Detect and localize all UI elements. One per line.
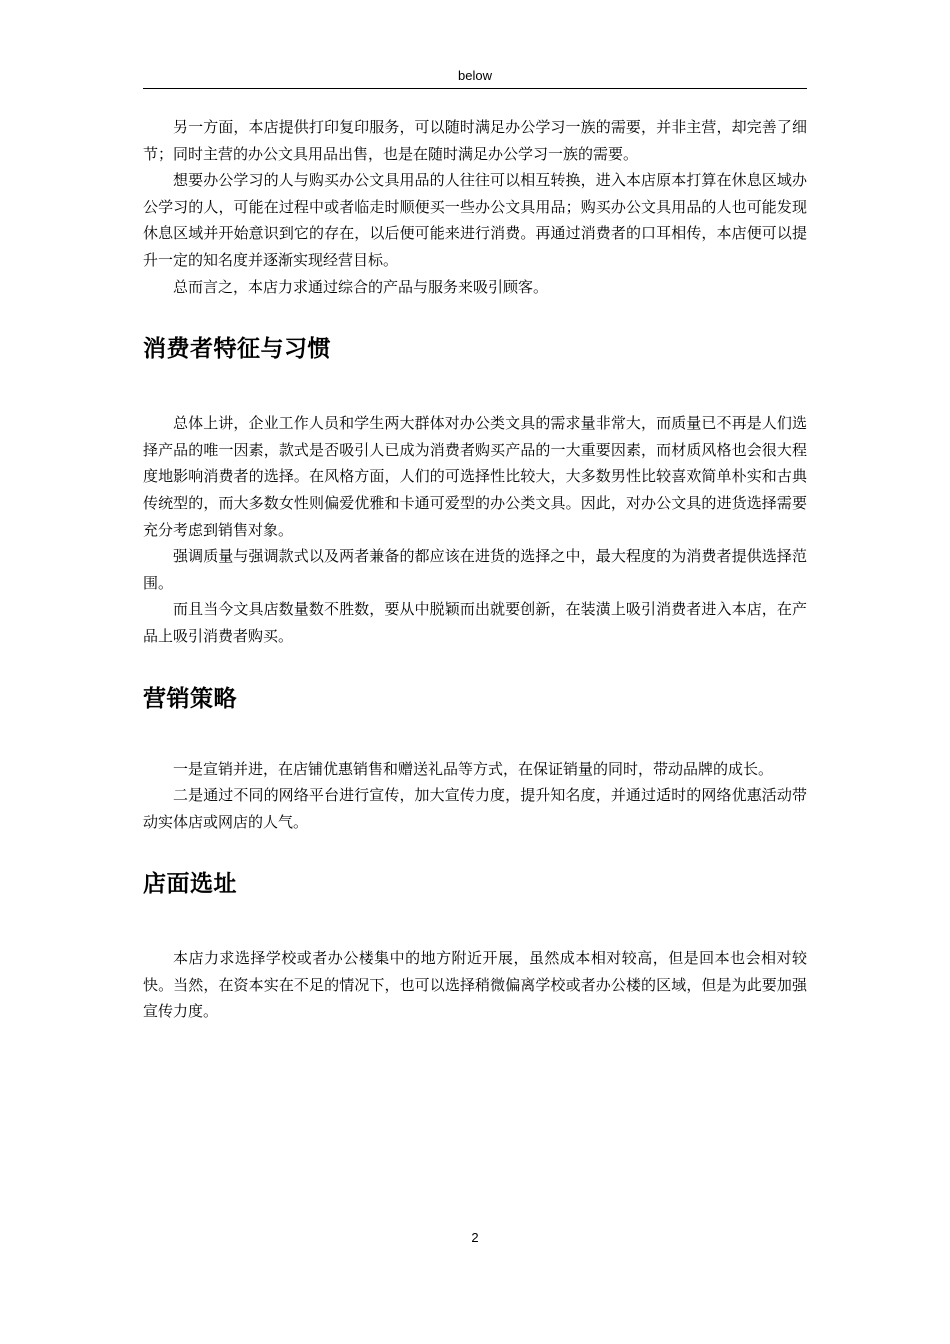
paragraph: 强调质量与强调款式以及两者兼备的都应该在进货的选择之中，最大程度的为消费者提供选择范围。 — [143, 547, 807, 592]
paragraph: 总而言之，本店力求通过综合的产品与服务来吸引顾客。 — [173, 277, 549, 296]
section-heading: 消费者特征与习惯 — [143, 336, 331, 363]
section-heading: 店面选址 — [143, 871, 237, 898]
paragraph: 另一方面，本店提供打印复印服务，可以随时满足办公学习一族的需要，并非主营，却完善了细节；同时主营的办公文具用品出售，也是在随时满足办公学习一族的需要。 — [143, 118, 807, 163]
page-header: below — [458, 68, 492, 83]
header-divider — [143, 88, 807, 89]
paragraph: 总体上讲，企业工作人员和学生两大群体对办公类文具的需求量非常大，而质量已不再是人们选择产品的唯一因素，款式是否吸引人已成为消费者购买产品的一大重要因素，而材质风格也会很大程度地影响消费者的选择。在风格方面，人们的可选择性比较大，大多数男性比较喜欢简单朴实和古典传统型的，而大多数女性则偏爱优雅和卡通可爱型的办公类文具。因此，对办公文具的进货选择需要充分考虑到销售对象。 — [143, 414, 807, 539]
paragraph: 一是宣销并进，在店铺优惠销售和赠送礼品等方式，在保证销量的同时，带动品牌的成长。 — [173, 759, 774, 778]
paragraph: 想要办公学习的人与购买办公文具用品的人往往可以相互转换，进入本店原本打算在休息区域办公学习的人，可能在过程中或者临走时顺便买一些办公文具用品；购买办公文具用品的人也可能发现休息区域并开始意识到它的存在，以后便可能来进行消费。再通过消费者的口耳相传，本店便可以提升一定的知名度并逐渐实现经营目标。 — [143, 171, 807, 269]
section-intro — [143, 114, 807, 300]
section-location — [143, 869, 807, 1025]
paragraph: 二是通过不同的网络平台进行宣传，加大宣传力度，提升知名度，并通过适时的网络优惠活动带动实体店或网店的人气。 — [143, 786, 807, 831]
section-marketing — [143, 684, 807, 836]
paragraph: 而且当今文具店数量数不胜数，要从中脱颖而出就要创新，在装潢上吸引消费者进入本店，在产品上吸引消费者购买。 — [143, 600, 807, 645]
section-heading: 营销策略 — [143, 685, 237, 712]
paragraph: 本店力求选择学校或者办公楼集中的地方附近开展，虽然成本相对较高，但是回本也会相对较快。当然，在资本实在不足的情况下，也可以选择稍微偏离学校或者办公楼的区域，但是为此要加强宣传力度。 — [143, 949, 807, 1021]
page-number: 2 — [471, 1230, 479, 1245]
section-consumers — [143, 334, 807, 649]
page-content — [143, 114, 807, 1025]
